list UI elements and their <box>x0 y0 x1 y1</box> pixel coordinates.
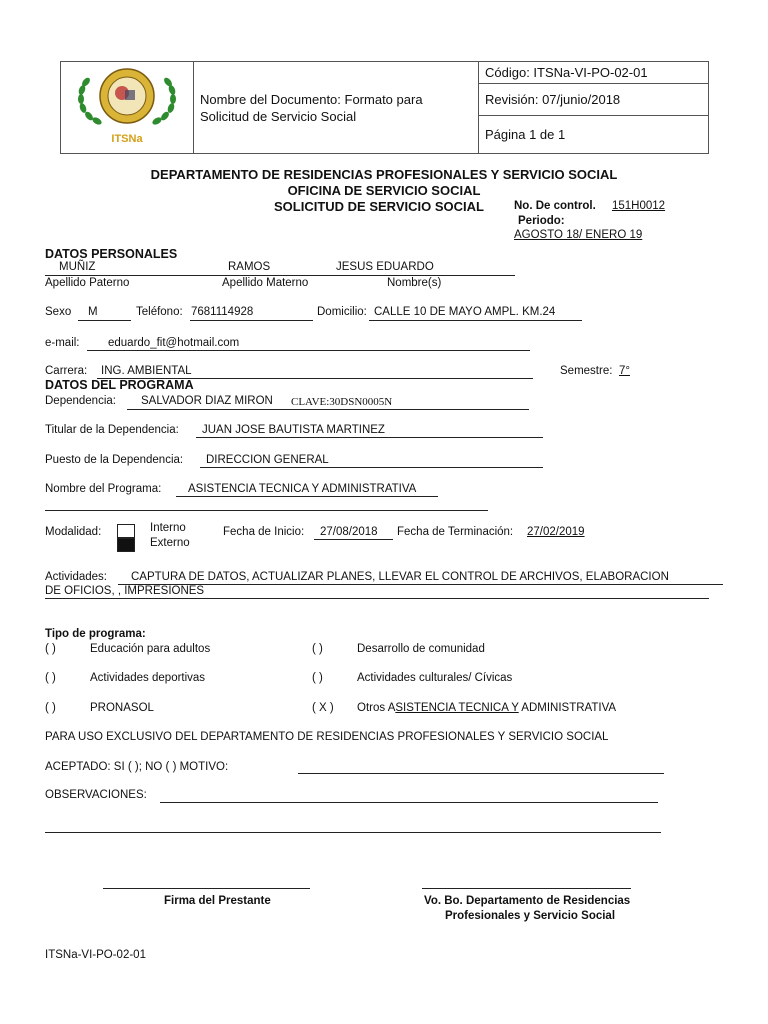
otros-value: SISTENCIA TECNICA Y <box>395 702 519 714</box>
name-underline <box>45 275 515 276</box>
title-office: OFICINA DE SERVICIO SOCIAL <box>287 183 481 198</box>
section-datos-personales: DATOS PERSONALES <box>45 247 178 261</box>
logo-cell <box>61 62 194 154</box>
telefono-value: 7681114928 <box>191 306 254 318</box>
tipo-label-deportivas: Actividades deportivas <box>90 672 206 684</box>
titular-line <box>196 437 543 438</box>
tipo-label-educacion: Educación para adultos <box>90 643 211 655</box>
titular-value: JUAN JOSE BAUTISTA MARTINEZ <box>202 424 385 436</box>
tipo-label-desarrollo: Desarrollo de comunidad <box>357 643 485 655</box>
actividades-line-1 <box>118 584 723 585</box>
puesto-label: Puesto de la Dependencia: <box>45 454 184 466</box>
footer-code: ITSNa-VI-PO-02-01 <box>45 949 146 961</box>
otros-prefix: A <box>387 702 396 714</box>
domicilio-line <box>369 320 582 321</box>
document-name-cell <box>194 62 479 154</box>
observaciones-line-1 <box>160 802 658 803</box>
termino-label: Fecha de Terminación: <box>397 526 514 538</box>
section-datos-programa: DATOS DEL PROGRAMA <box>45 378 194 392</box>
observaciones-label: OBSERVACIONES: <box>45 789 147 801</box>
dependencia-line <box>127 409 529 410</box>
interno-checkbox[interactable] <box>117 523 135 538</box>
tipo-label-culturales: Actividades culturales/ Cívicas <box>357 672 513 684</box>
telefono-label: Teléfono: <box>136 306 183 318</box>
titular-label: Titular de la Dependencia: <box>45 424 179 436</box>
interno-label: Interno <box>150 522 186 534</box>
clave-value: CLAVE:30DSN0005N <box>291 396 393 408</box>
periodo-value: AGOSTO 18/ ENERO 19 <box>514 229 643 241</box>
vobo-label-2: Profesionales y Servicio Social <box>445 910 616 922</box>
inicio-value: 27/08/2018 <box>320 526 378 538</box>
observaciones-line-2 <box>45 832 661 833</box>
tipo-otros-row <box>357 702 616 714</box>
apellido-materno-label: Apellido Materno <box>222 277 309 289</box>
tipo-mark-desarrollo[interactable]: ( ) <box>312 643 323 655</box>
institution-logo <box>62 62 192 150</box>
puesto-value: DIRECCION GENERAL <box>206 454 329 466</box>
nombre-programa-line-2 <box>45 510 488 511</box>
tipo-mark-culturales[interactable]: ( ) <box>312 672 323 684</box>
nombre-programa-value: ASISTENCIA TECNICA Y ADMINISTRATIVA <box>188 483 417 495</box>
document-name: Nombre del Documento: Formato para Solicitud de Servicio Social <box>200 91 423 124</box>
nombre-programa-label: Nombre del Programa: <box>45 483 162 495</box>
revision-cell <box>479 84 709 116</box>
periodo-label: Periodo: <box>518 215 565 227</box>
tipo-mark-educacion[interactable]: ( ) <box>45 643 56 655</box>
tipo-mark-otros[interactable]: ( X ) <box>312 702 334 714</box>
codigo-cell <box>479 62 709 84</box>
actividades-line-2-text: DE OFICIOS, , IMPRESIONES <box>45 585 205 597</box>
nombre-programa-line <box>176 496 438 497</box>
apellido-paterno-label: Apellido Paterno <box>45 277 130 289</box>
email-line <box>87 350 530 351</box>
modalidad-label: Modalidad: <box>45 526 102 538</box>
firma-prestante-label: Firma del Prestante <box>164 895 271 907</box>
inicio-label: Fecha de Inicio: <box>223 526 305 538</box>
svg-text:ITSNa: ITSNa <box>111 133 143 145</box>
vobo-label-1: Vo. Bo. Departamento de Residencias <box>424 895 631 907</box>
otros-suffix: ADMINISTRATIVA <box>521 702 617 714</box>
pagina: Página 1 de 1 <box>485 127 566 142</box>
dependencia-label: Dependencia: <box>45 395 116 407</box>
vobo-line <box>422 888 631 889</box>
sexo-line <box>78 320 131 321</box>
puesto-line <box>200 467 543 468</box>
codigo: Código: ITSNa-VI-PO-02-01 <box>485 65 648 80</box>
telefono-line <box>190 320 313 321</box>
dependencia-value: SALVADOR DIAZ MIRON <box>141 395 273 407</box>
tipo-label-otros: Otros <box>357 702 386 714</box>
actividades-label: Actividades: <box>45 571 108 583</box>
tipo-mark-deportivas[interactable]: ( ) <box>45 672 56 684</box>
title-solicitud: SOLICITUD DE SERVICIO SOCIAL <box>274 199 484 214</box>
pagina-cell <box>479 116 709 154</box>
semestre-label: Semestre: <box>560 365 613 377</box>
title-department: DEPARTAMENTO DE RESIDENCIAS PROFESIONALES Y SERVICIO SOCIAL <box>150 167 618 182</box>
inicio-line <box>314 539 393 540</box>
domicilio-value: CALLE 10 DE MAYO AMPL. KM.24 <box>374 306 556 318</box>
firma-prestante-line <box>103 888 310 889</box>
termino-value: 27/02/2019 <box>527 526 585 538</box>
externo-checkbox[interactable] <box>117 537 135 552</box>
domicilio-label: Domicilio: <box>317 306 367 318</box>
semestre-value: 7° <box>619 365 630 377</box>
nombres-value: JESUS EDUARDO <box>336 261 434 273</box>
aceptado-label: ACEPTADO: SI ( ); NO ( ) MOTIVO: <box>45 761 229 773</box>
nombres-label: Nombre(s) <box>387 277 442 289</box>
actividades-line-1-text: CAPTURA DE DATOS, ACTUALIZAR PLANES, LLEVAR EL CONTROL DE ARCHIVOS, ELABORACION <box>131 571 669 583</box>
tipo-mark-pronasol[interactable]: ( ) <box>45 702 56 714</box>
motivo-line <box>298 773 664 774</box>
section-tipo-programa: Tipo de programa: <box>45 628 146 640</box>
tipo-label-pronasol: PRONASOL <box>90 702 154 714</box>
control-value: 151H0012 <box>612 200 666 212</box>
control-label: No. De control. <box>514 200 596 212</box>
carrera-value: ING. AMBIENTAL <box>101 365 192 377</box>
carrera-label: Carrera: <box>45 365 88 377</box>
apellido-materno-value: RAMOS <box>228 261 271 273</box>
actividades-line-2 <box>45 598 709 599</box>
document-header-table <box>60 61 709 154</box>
sexo-label: Sexo <box>45 306 72 318</box>
apellido-paterno-value: MUÑIZ <box>59 261 96 273</box>
revision: Revisión: 07/junio/2018 <box>485 92 621 107</box>
email-label: e-mail: <box>45 337 80 349</box>
uso-exclusivo-heading: PARA USO EXCLUSIVO DEL DEPARTAMENTO DE RESIDENCIAS PROFESIONALES Y SERVICIO SOCIAL <box>45 731 609 743</box>
email-value: eduardo_fit@hotmail.com <box>108 337 240 349</box>
sexo-value: M <box>88 306 98 318</box>
externo-label: Externo <box>150 537 190 549</box>
